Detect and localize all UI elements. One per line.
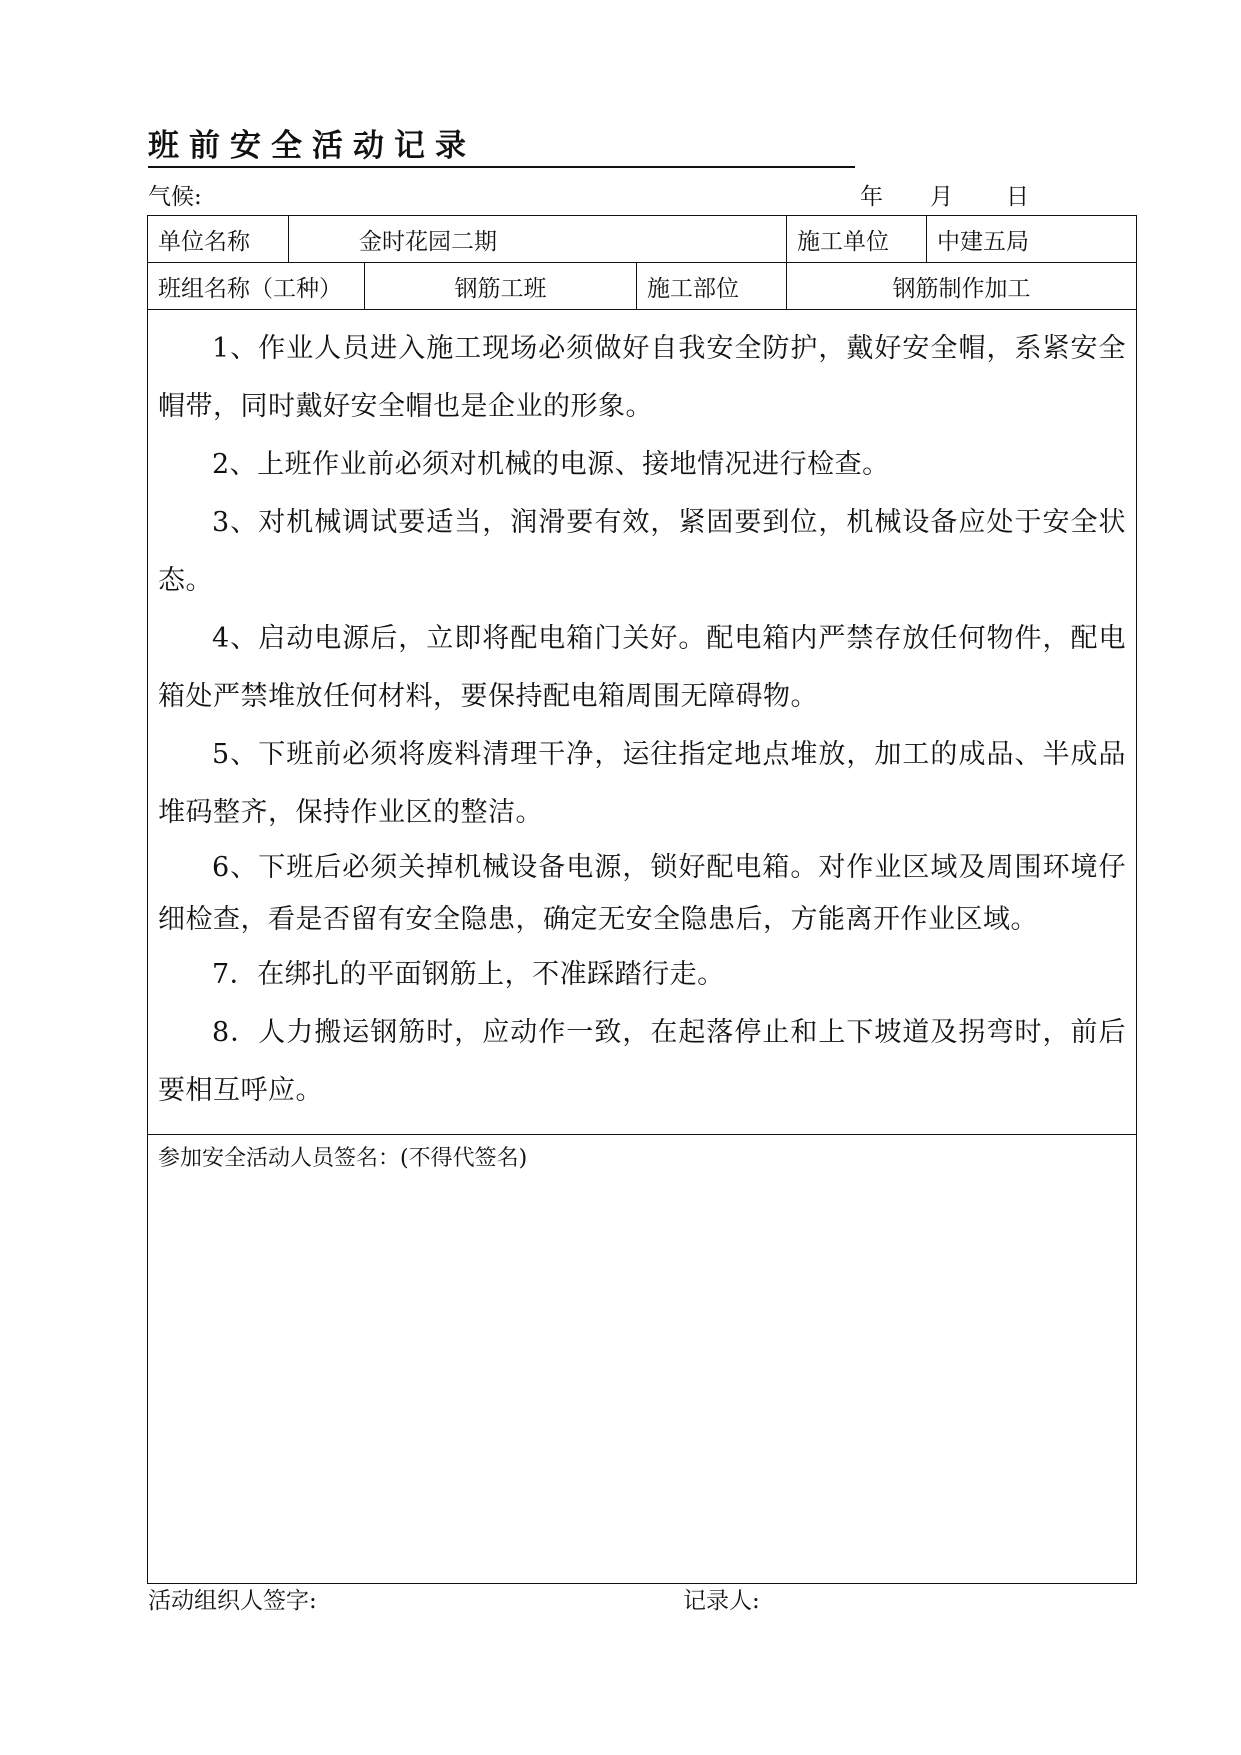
team-row: [148, 263, 1137, 310]
date-month-label: 月: [930, 184, 953, 210]
unit-row: [148, 216, 1137, 263]
weather-label: 气候:: [148, 184, 202, 210]
safety-item: 1、作业人员进入施工现场必须做好自我安全防护，戴好安全帽，系紧安全帽带，同时戴好安全帽也是企业的形象。: [158, 333, 1126, 422]
safety-item: 7．在绑扎的平面钢筋上，不准踩踏行走。: [212, 959, 725, 990]
date-day-label: 日: [1006, 184, 1029, 210]
location-value: 钢筋制作加工: [787, 263, 1137, 310]
unit-value: 金时花园二期: [289, 216, 787, 263]
contractor-value: 中建五局: [927, 216, 1137, 263]
recorder-label: 记录人:: [683, 1588, 760, 1614]
unit-label: 单位名称: [148, 216, 289, 263]
page-title: 班前安全活动记录: [148, 128, 855, 168]
participants-label: 参加安全活动人员签名：(不得代签名): [158, 1146, 528, 1171]
safety-content: [148, 310, 1137, 1135]
safety-item: 2、上班作业前必须对机械的电源、接地情况进行检查。: [212, 449, 890, 480]
safety-item: 5、下班前必须将废料清理干净，运往指定地点堆放，加工的成品、半成品堆码整齐，保持作业区的整洁。: [158, 739, 1126, 828]
team-value: 钢筋工班: [365, 263, 637, 310]
content-row: [148, 310, 1137, 1135]
contractor-label: 施工单位: [787, 216, 927, 263]
activity-record-table: [147, 215, 1137, 1584]
title-row: [148, 128, 855, 168]
safety-item: 3、对机械调试要适当，润滑要有效，紧固要到位，机械设备应处于安全状态。: [158, 507, 1126, 596]
location-label: 施工部位: [637, 263, 787, 310]
team-label: 班组名称（工种）: [148, 263, 365, 310]
safety-item: 6、下班后必须关掉机械设备电源，锁好配电箱。对作业区域及周围环境仔细检查，看是否留有安全隐患，确定无安全隐患后，方能离开作业区域。: [158, 852, 1126, 935]
organizer-signature-label: 活动组织人签字:: [148, 1588, 317, 1614]
safety-item: 8．人力搬运钢筋时，应动作一致，在起落停止和上下坡道及拐弯时，前后要相互呼应。: [158, 1017, 1126, 1106]
date-fields: [860, 182, 1029, 212]
participants-signature-area: [148, 1135, 1137, 1584]
signature-row: [148, 1135, 1137, 1584]
safety-item: 4、启动电源后，立即将配电箱门关好。配电箱内严禁存放任何物件，配电箱处严禁堆放任何材料，要保持配电箱周围无障碍物。: [158, 623, 1126, 712]
date-year-label: 年: [860, 184, 883, 210]
